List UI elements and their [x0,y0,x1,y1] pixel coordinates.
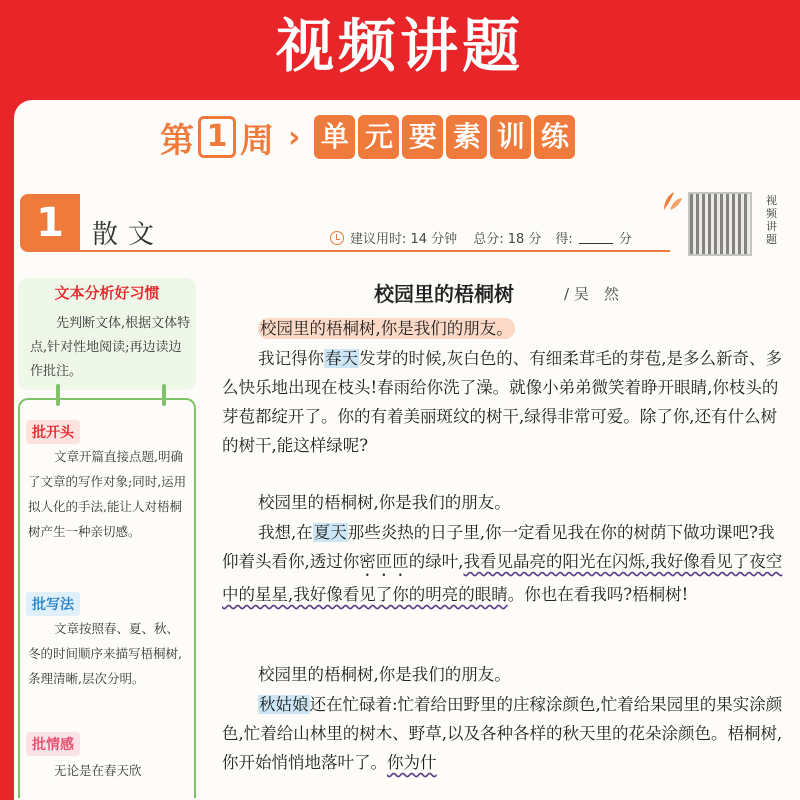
paragraph [258,314,800,343]
tip-title: 文本分析好习惯 [54,284,160,302]
leaf-icon [660,190,684,212]
score-unit: 分 [618,232,632,247]
week-suffix: 周 [240,120,274,161]
unit-char: 素 [446,115,487,159]
text-run: 发芽的时候,灰白色的、有细柔茸毛的芽苞,是多么新奇、多么快乐地出现在枝头!春雨给你洗了澡。就像小弟弟微笑着睁开眼睛,你枝头的芽苞都绽开了。你的有着美丽斑纹的树干,绿得非常可爱。除了你,还有什么树的树干,能这样绿呢? [222,349,782,455]
week-prefix: 第 [160,120,194,161]
text-run: 还在忙碌着:忙着给田野里的庄稼涂颜色,忙着给果园里的果实涂颜色,忙着给山林里的树木、野草,以及各种各样的秋天里的花朵涂颜色。梧桐树,你开始悄悄地落叶了。 [222,695,783,772]
text-run: 我想,在 [258,523,313,542]
chevron-right-icon: › [288,119,301,155]
reading-tip-box [18,278,196,390]
unit-char: 元 [358,115,399,159]
qr-label: 视频讲题 [766,194,777,246]
note-text-emotion: 无论是在春天欣 [54,763,142,778]
unit-title [314,115,575,159]
clock-icon [330,231,344,245]
dotted-word: 密匝匝 [359,552,409,571]
note-tag-emotion: 批情感 [26,732,80,756]
qr-code[interactable] [688,192,752,256]
highlight-summer: 夏天 [313,523,347,542]
section-divider [80,250,670,252]
paragraph [222,690,784,777]
section-meta [330,228,632,247]
article-author: / 吴 然 [564,285,619,303]
highlight-autumn: 秋姑娘 [259,695,309,714]
section-title: 散文 [92,220,165,250]
week-header [160,112,575,162]
highlight-refrain: 校园里的梧桐树,你是我们的朋友。 [260,319,513,338]
paragraph: 校园里的梧桐树,你是我们的朋友。 [258,493,511,512]
unit-char: 要 [402,115,443,159]
text-run: 我记得你 [258,349,324,368]
section-number: 1 [20,194,80,252]
highlight-spring: 春天 [325,349,358,368]
note-text-opening: 文章开篇直接点题,明确了文章的写作对象;同时,运用拟人化的手法,能让人对梧桐树产生一种亲切感。 [28,449,187,539]
text-run: 的绿叶, [408,552,464,571]
note-text-writing: 文章按照春、夏、秋、冬的时间顺序来描写梧桐树,条理清晰,层次分明。 [28,621,182,686]
unit-char: 训 [490,115,531,159]
tip-text: 先判断文体,根据文体特点,针对性地阅读;再边读边作批注。 [30,316,191,379]
score-label: 得: [555,232,573,247]
text-run: 那些炎热的日子里,你一定看见我在你的树荫下做功课吧?我仰着头看你,透过你 [222,523,775,571]
paragraph [222,344,784,460]
note-tag-writing: 批写法 [26,592,80,616]
unit-char: 单 [314,115,355,159]
wavy-underline-sentence: 你为什 [387,753,437,772]
wavy-underline-sentence: 我看见晶亮的阳光在闪烁,我好像看见了夜空中的星星,我好像看见了你的明亮的眼睛 [222,552,783,604]
score-blank[interactable] [579,232,613,244]
banner-title: 视频讲题 [275,12,524,80]
unit-char: 练 [534,115,575,159]
paragraph: 校园里的梧桐树,你是我们的朋友。 [258,665,511,684]
text-run: 。你也在看我吗?梧桐树! [507,585,689,604]
article-title: 校园里的梧桐树 [374,282,514,306]
week-number: 1 [198,116,236,158]
note-tag-opening: 批开头 [26,420,80,444]
total-score: 总分: 18 分 [473,232,542,247]
paragraph [222,518,784,609]
suggested-time: 建议用时: 14 分钟 [350,232,458,247]
